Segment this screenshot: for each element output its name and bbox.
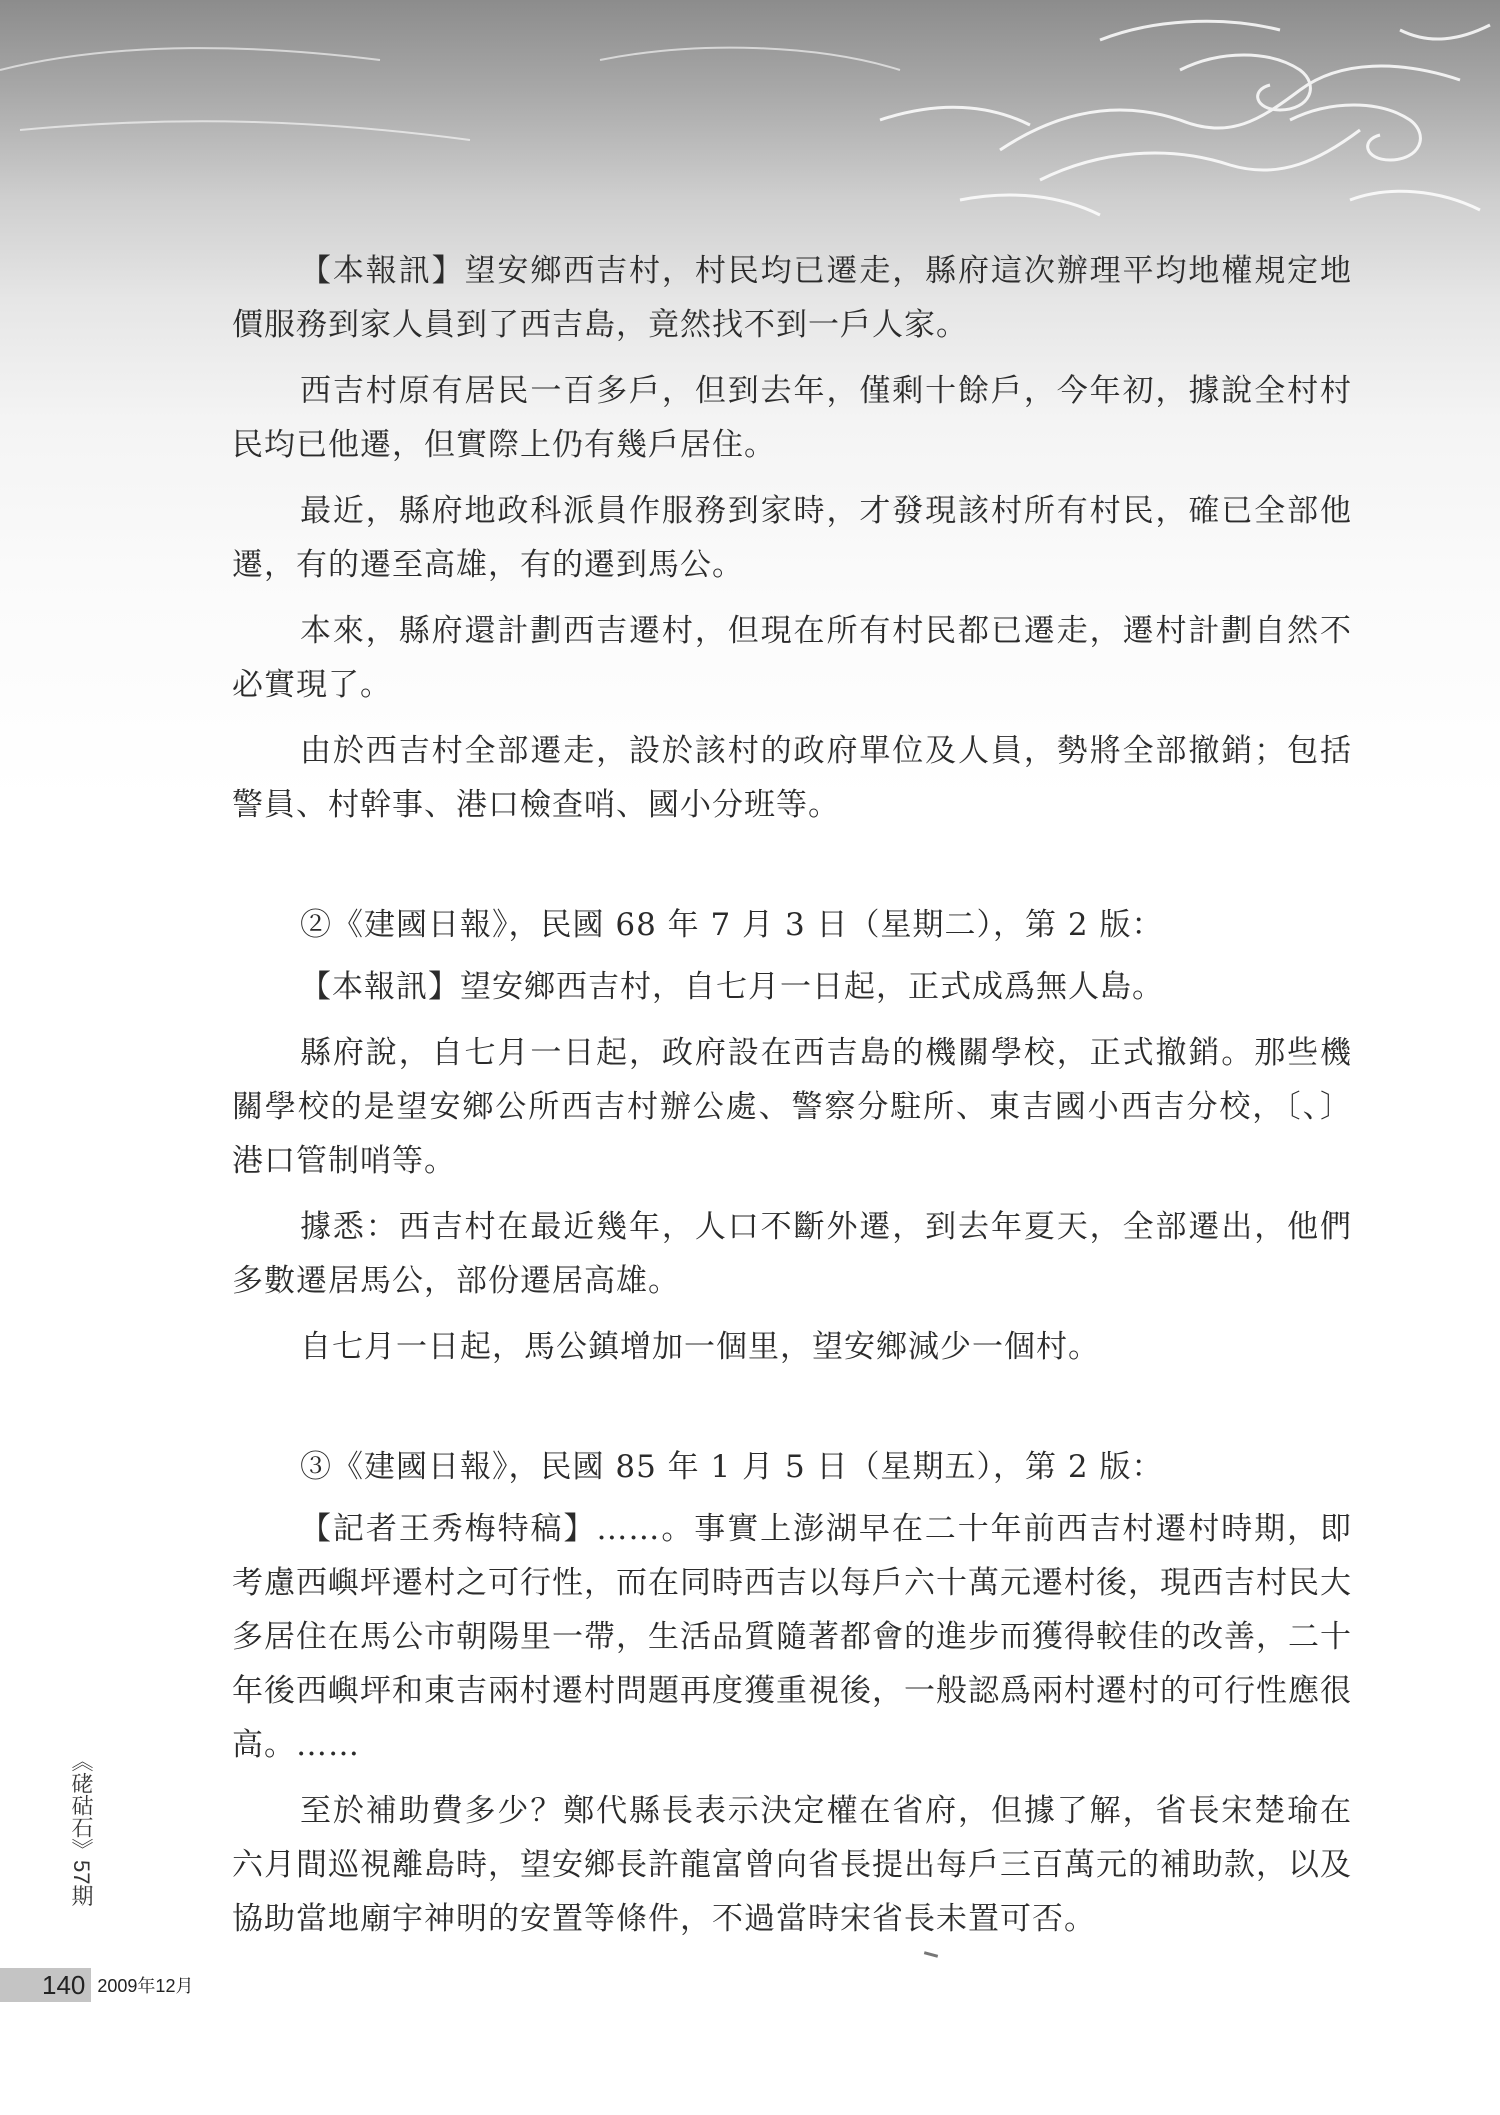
section-gap [232, 844, 1352, 898]
paragraph: 由於西吉村全部遷走，設於該村的政府單位及人員，勢將全部撤銷；包括警員、村幹事、港口檢查哨、國小分班等。 [232, 733, 1352, 823]
source-citation: ③《建國日報》，民國 85 年 1 月 5 日（星期五），第 2 版： [300, 1449, 1164, 1485]
paragraph: 最近，縣府地政科派員作服務到家時，才發現該村所有村民，確已全部他遷，有的遷至高雄，有的遷到馬公。 [232, 493, 1352, 583]
page-footer [0, 1968, 193, 2002]
paragraph: 本來，縣府還計劃西吉遷村，但現在所有村民都已遷走，遷村計劃自然不必實現了。 [232, 613, 1352, 703]
issue-date: 2009年12月 [97, 1976, 194, 1996]
paragraph: 據悉：西吉村在最近幾年，人口不斷外遷，到去年夏天，全部遷出，他們多數遷居馬公，部份遷居高雄。 [232, 1209, 1352, 1299]
paragraph: 自七月一日起，馬公鎮增加一個里，望安鄉減少一個村。 [300, 1329, 1100, 1365]
page-number: 140 [0, 1968, 91, 2002]
paragraph: 西吉村原有居民一百多戶，但到去年，僅剩十餘戶，今年初，據說全村村民均已他遷，但實際上仍有幾戶居住。 [232, 373, 1352, 463]
paragraph: 【本報訊】望安鄉西吉村，自七月一日起，正式成爲無人島。 [300, 969, 1164, 1005]
section-gap [232, 1386, 1352, 1440]
paragraph: 至於補助費多少？鄭代縣長表示決定權在省府，但據了解，省長宋楚瑜在六月間巡視離島時，望安鄉長許龍富曾向省長提出每戶三百萬元的補助款，以及協助當地廟宇神明的安置等條件，不過當時宋省長未置可否。 [232, 1793, 1352, 1937]
paragraph: 【記者王秀梅特稿】……。事實上澎湖早在二十年前西吉村遷村時期，即考慮西嶼坪遷村之可行性，而在同時西吉以每戶六十萬元遷村後，現西吉村民大多居住在馬公市朝陽里一帶，生活品質隨著都會的進步而獲得較佳的改善，二十年後西嶼坪和東吉兩村遷村問題再度獲重視後，一般認爲兩村遷村的可行性應很高。…… [232, 1511, 1352, 1763]
paragraph: 縣府說，自七月一日起，政府設在西吉島的機關學校，正式撤銷。那些機關學校的是望安鄉公所西吉村辦公處、警察分駐所、東吉國小西吉分校，〔、〕港口管制哨等。 [232, 1035, 1352, 1179]
source-citation: ②《建國日報》，民國 68 年 7 月 3 日（星期二），第 2 版： [300, 907, 1164, 943]
article-body [232, 244, 1352, 1958]
journal-title: 《硓𥑮石》57期 [69, 1750, 94, 1907]
paragraph: 【本報訊】望安鄉西吉村，村民均已遷走，縣府這次辦理平均地權規定地價服務到家人員到了西吉島，竟然找不到一戶人家。 [232, 253, 1352, 343]
